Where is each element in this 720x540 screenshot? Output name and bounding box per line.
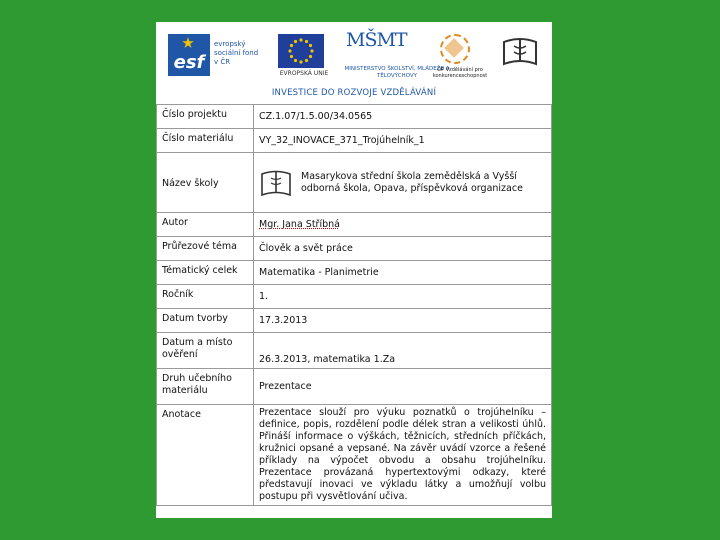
- investice-slogan: INVESTICE DO ROZVOJE VZDĚLÁVÁNÍ: [271, 88, 437, 98]
- table-row: [157, 369, 552, 405]
- table-row: [157, 105, 552, 129]
- table-row: [157, 285, 552, 309]
- msmt-logo: MŠMT: [346, 29, 407, 51]
- table-row: [157, 309, 552, 333]
- table-row: [157, 405, 552, 506]
- row-value: 1.: [254, 285, 552, 309]
- logo-header: [156, 22, 552, 104]
- row-label: Číslo projektu: [157, 105, 254, 129]
- row-label: Ročník: [157, 285, 254, 309]
- row-label: Číslo materiálu: [157, 129, 254, 153]
- document-page: [156, 22, 552, 518]
- table-row: [157, 261, 552, 285]
- eu-caption: EVROPSKÁ UNIE: [279, 70, 329, 77]
- row-label: Tématický celek: [157, 261, 254, 285]
- esf-letters: esf: [173, 52, 205, 73]
- row-value: 17.3.2013: [254, 309, 552, 333]
- table-row: [157, 213, 552, 237]
- school-logo-icon: [500, 34, 540, 68]
- msmt-caption: MINISTERSTVO ŠKOLSTVÍ, MLÁDEŽE A TĚLOVÝCHOVY: [344, 66, 450, 79]
- row-value: Člověk a svět práce: [254, 237, 552, 261]
- esf-caption: evropský sociální fond v ČR: [214, 40, 259, 66]
- annotation-text: Prezentace slouží pro výuku poznatků o trojúhelníku – definice, popis, rozdělení podle délek stran a velikosti úhlů. Přináší informace o výškách, těžnicích, středních příčkách, kružnici opsané a vepsané. Na závěr uvádí vzorce a řešené příklady na výpočet obvodu a obsahu trojúhelníku. Prezentace provázaná hypertextovými odkazy, které představují inovaci ve výkladu látky a umožňují volbu postupu při vysvětlování učiva.: [254, 405, 552, 506]
- eu-flag-icon: [278, 34, 324, 68]
- row-value: VY_32_INOVACE_371_Trojúhelník_1: [254, 129, 552, 153]
- table-row: [157, 153, 552, 213]
- row-label: Anotace: [157, 405, 254, 506]
- op-caption: OP Vzdělávání pro konkurenceschopnost: [432, 67, 488, 79]
- table-row: [157, 129, 552, 153]
- row-label: Průřezové téma: [157, 237, 254, 261]
- row-label: Druh učebního materiálu: [157, 369, 254, 405]
- row-label: Název školy: [157, 153, 254, 213]
- op-logo-icon: [440, 34, 470, 64]
- author-name: Mgr. Jana Stříbná: [259, 218, 340, 230]
- row-value: Matematika - Planimetrie: [254, 261, 552, 285]
- esf-logo: [168, 34, 210, 76]
- row-label: Autor: [157, 213, 254, 237]
- table-row: [157, 237, 552, 261]
- row-value: Prezentace: [254, 369, 552, 405]
- row-value: [254, 213, 552, 237]
- school-emblem-icon: [259, 167, 293, 199]
- table-row: [157, 333, 552, 369]
- row-value: CZ.1.07/1.5.00/34.0565: [254, 105, 552, 129]
- row-label: Datum tvorby: [157, 309, 254, 333]
- row-value: [254, 153, 552, 213]
- school-name: Masarykova střední škola zemědělská a Vyšší odborná škola, Opava, příspěvková organizace: [301, 170, 523, 194]
- row-label: Datum a místo ověření: [157, 333, 254, 369]
- row-value: 26.3.2013, matematika 1.Za: [254, 333, 552, 369]
- project-info-table: [156, 104, 552, 506]
